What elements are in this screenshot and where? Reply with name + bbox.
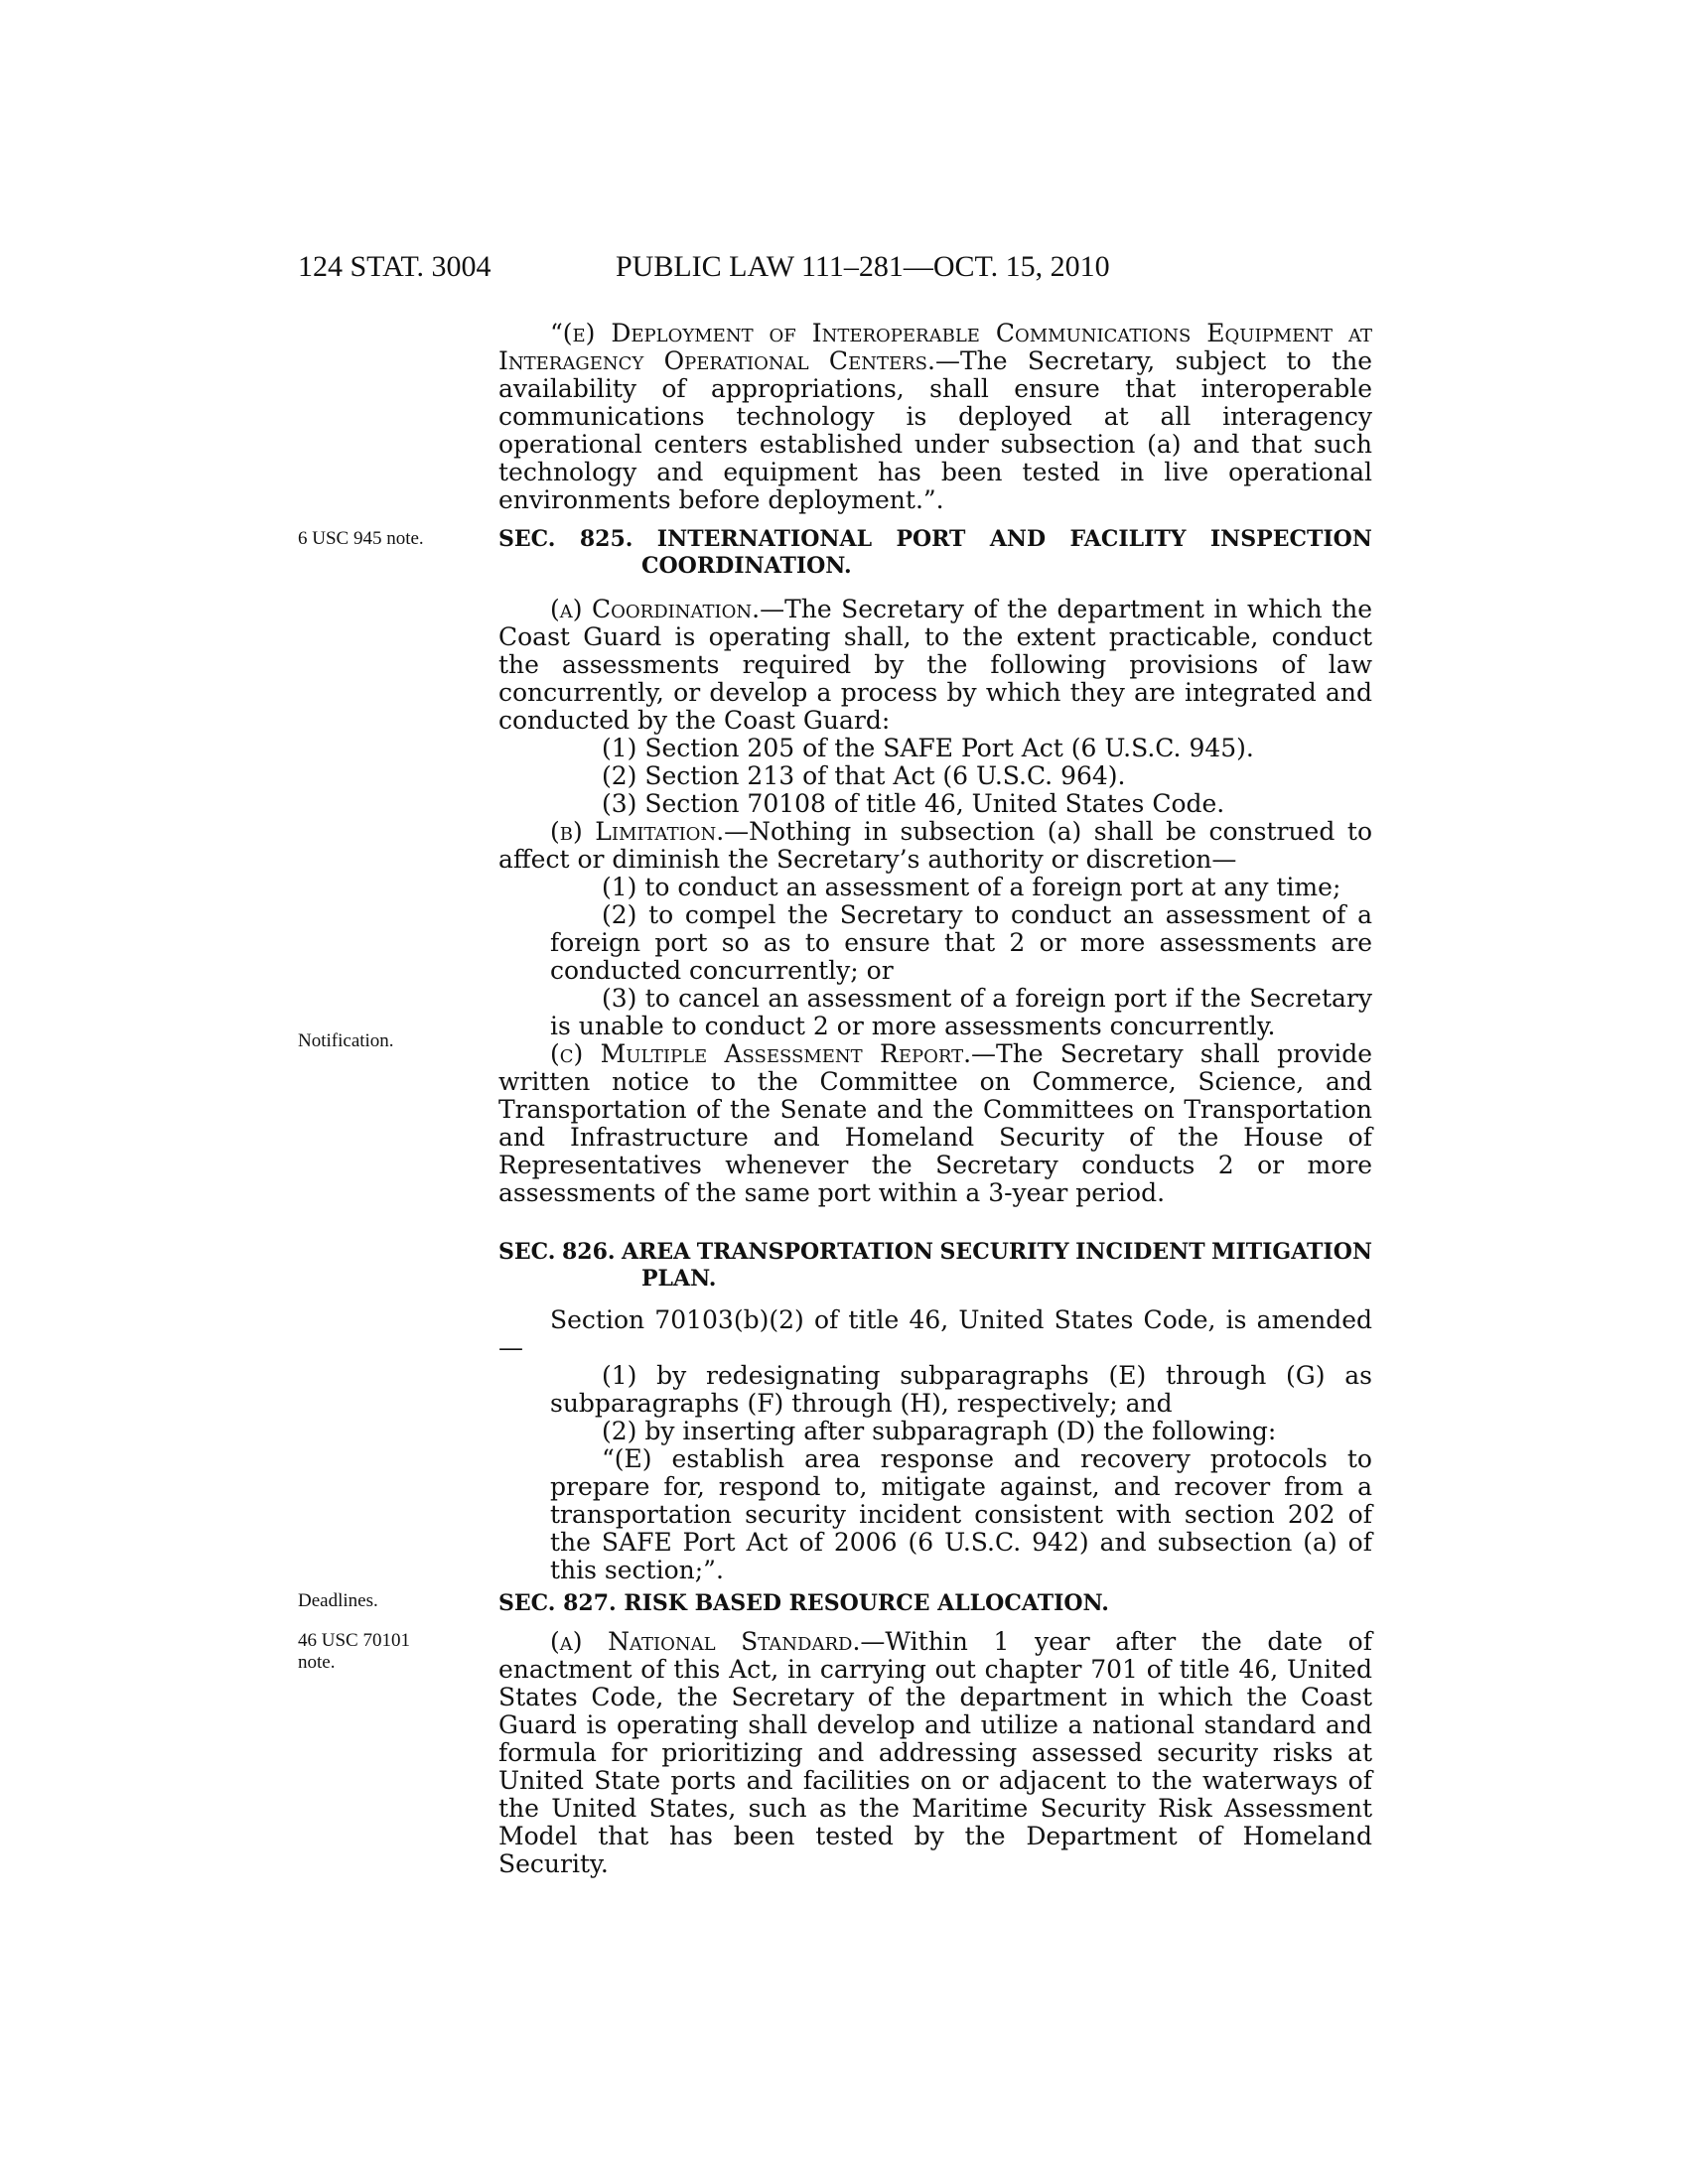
page-running-title: PUBLIC LAW 111–281—OCT. 15, 2010	[616, 250, 1110, 283]
sec-826-item-1: (1) by redesignating subparagraphs (E) through (G) as subparagraphs (F) through (H), respectively; and	[550, 1361, 1372, 1418]
subsection-c-heading: (c) Multiple Assessment Report.	[550, 1039, 972, 1068]
page-stat-citation: 124 STAT. 3004	[298, 250, 492, 283]
sec-825-subsection-a	[498, 596, 1372, 735]
sec-825-b2: (2) to compel the Secretary to conduct an assessment of a foreign port so as to ensure that 2 or more assessments are conducted concurrently; or	[550, 900, 1372, 985]
heading-word: FACILITY	[1069, 526, 1187, 552]
subsection-b-text: —Nothing in subsection (a) shall be construed to affect or diminish the Secretary’s authority or discretion—	[498, 817, 1372, 874]
sec-826-item-2: (2) by inserting after subparagraph (D) the following:	[602, 1417, 1277, 1445]
subsection-e-block	[498, 320, 1372, 514]
heading-word: MITIGATION	[1211, 1239, 1372, 1265]
margin-note-usc-945: 6 USC 945 note.	[298, 528, 424, 549]
margin-note-deadlines: Deadlines.	[298, 1590, 378, 1611]
sec-825-heading	[498, 526, 1372, 580]
margin-note-line: 46 USC 70101	[298, 1630, 410, 1651]
subsection-a-text: —The Secretary of the department in which the Coast Guard is operating shall, to the extent practicable, conduct the assessments required by the following provisions of law concurrently, or develop a process by which they are integrated and conducted by the Coast Guard:	[498, 595, 1372, 735]
sec-825-a2: (2) Section 213 of that Act (6 U.S.C. 964).	[602, 761, 1126, 790]
sec-825-a3: (3) Section 70108 of title 46, United States Code.	[602, 789, 1225, 818]
subsection-e-text: —The Secretary, subject to the availability of appropriations, shall ensure that interoperable communications technology is deployed at all interagency operational centers established under subsection (a) and that such technology and equipment has been tested in live operational environments before deployment.”.	[498, 346, 1372, 514]
heading-word: AND	[989, 526, 1047, 552]
heading-word: AREA	[622, 1239, 691, 1265]
subsection-a-text: —Within 1 year after the date of enactment of this Act, in carrying out chapter 701 of title 46, United States Code, the Secretary of the department in which the Coast Guard is operating shall develop and utilize a national standard and formula for prioritizing and addressing assessed security risks at United State ports and facilities on or adjacent to the waterways of the United States, such as the Maritime Security Risk Assessment Model that has been tested by the Department of Homeland Security.	[498, 1627, 1372, 1878]
margin-note-line: note.	[298, 1652, 336, 1673]
heading-word: 825.	[579, 526, 633, 552]
sec-827-subsection-a	[498, 1628, 1372, 1878]
sec-826-quote: “(E) establish area response and recovery protocols to prepare for, respond to, mitigate against, and recover from a transportation security incident consistent with section 202 of the SAFE Port Act of 2006 (6 U.S.C. 942) and subsection (a) of this section;”.	[550, 1444, 1372, 1584]
sec-826-body	[498, 1306, 1372, 1584]
subsection-a-heading: (a) National Standard.	[550, 1627, 861, 1656]
heading-word: SEC.	[498, 526, 556, 552]
sec-825-body	[498, 596, 1372, 1207]
sec-827-body	[498, 1628, 1372, 1878]
heading-word: TRANSPORTATION	[696, 1239, 934, 1265]
subsection-b-heading: (b) Limitation.	[550, 817, 725, 846]
heading-word: INCIDENT	[1075, 1239, 1205, 1265]
subsection-e-heading: “(e) Deployment of Interoperable Communications Equipment at Interagency Operational Centers.	[498, 319, 1372, 375]
sec-827-heading-text: SEC. 827. RISK BASED RESOURCE ALLOCATION.	[498, 1590, 1109, 1616]
margin-note-usc-70101	[298, 1630, 467, 1674]
sec-827-heading	[498, 1590, 1372, 1617]
sec-825-a1: (1) Section 205 of the SAFE Port Act (6 U.S.C. 945).	[602, 734, 1254, 762]
margin-note-notification: Notification.	[298, 1030, 394, 1051]
subsection-a-heading: (a) Coordination.	[550, 595, 761, 623]
sec-826-heading	[498, 1239, 1372, 1293]
heading-line-2: PLAN.	[641, 1266, 717, 1292]
subsection-c-text: —The Secretary shall provide written notice to the Committee on Commerce, Science, and Transportation of the Senate and the Committees on Transportation and Infrastructure and Homeland Security of the House of Representatives whenever the Secretary conducts 2 or more assessments of the same port within a 3-year period.	[498, 1039, 1372, 1207]
sec-826-intro: Section 70103(b)(2) of title 46, United States Code, is amended—	[498, 1305, 1372, 1362]
heading-word: INTERNATIONAL	[656, 526, 873, 552]
sec-825-b1: (1) to conduct an assessment of a foreign port at any time;	[602, 873, 1341, 901]
heading-word: SEC.	[498, 1239, 556, 1265]
sec-825-subsection-b	[498, 818, 1372, 874]
sec-825-b3: (3) to cancel an assessment of a foreign port if the Secretary is unable to conduct 2 or more assessments concurrently.	[550, 984, 1372, 1040]
heading-word: PORT	[896, 526, 966, 552]
sec-825-subsection-c	[498, 1040, 1372, 1207]
heading-line-2: COORDINATION.	[641, 553, 852, 579]
heading-word: 826.	[561, 1239, 616, 1265]
heading-word: SECURITY	[939, 1239, 1069, 1265]
subsection-e-paragraph	[498, 320, 1372, 514]
heading-word: INSPECTION	[1209, 526, 1372, 552]
